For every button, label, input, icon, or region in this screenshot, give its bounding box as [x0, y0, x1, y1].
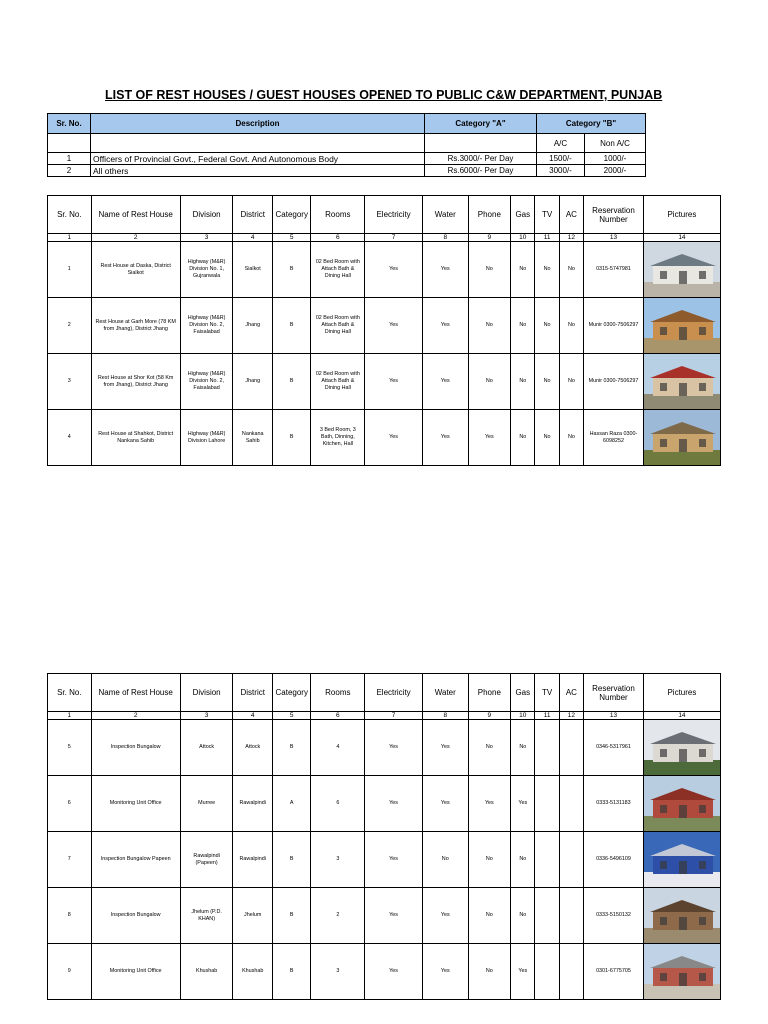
rest-house-photo — [644, 720, 720, 775]
reservation-cell: Hassan Raza 0300-6098252 — [584, 410, 644, 466]
water-cell: Yes — [422, 776, 468, 832]
ac-cell — [559, 888, 583, 944]
category-cell: B — [272, 298, 311, 354]
division-cell: Murree — [180, 776, 233, 832]
category-cell: B — [272, 944, 311, 1000]
electricity-cell: Yes — [365, 888, 423, 944]
electricity-cell: Yes — [365, 242, 423, 298]
water-cell: Yes — [422, 720, 468, 776]
column-number-sr-no: 1 — [48, 234, 92, 242]
district-cell: Rawalpindi — [233, 776, 273, 832]
division-cell: Khushab — [180, 944, 233, 1000]
name-cell: Monitoring Unit Office — [91, 776, 180, 832]
pictures-cell — [643, 242, 720, 298]
header-category-b: Category "B" — [537, 114, 646, 134]
pictures-cell — [643, 720, 720, 776]
building-photo-icon — [644, 298, 720, 353]
header-ac: AC — [559, 674, 583, 712]
phone-cell: No — [468, 832, 511, 888]
gas-cell: No — [511, 888, 535, 944]
rooms-cell: 4 — [311, 720, 365, 776]
sr-no-cell: 8 — [48, 888, 92, 944]
name-cell: Inspection Bungalow Papeen — [91, 832, 180, 888]
phone-cell: No — [468, 888, 511, 944]
rooms-cell: 6 — [311, 776, 365, 832]
division-cell: Highway (M&R) Division No. 1, Gujranwala — [180, 242, 233, 298]
sr-no-cell: 6 — [48, 776, 92, 832]
electricity-cell: Yes — [365, 832, 423, 888]
column-number-rooms: 6 — [311, 712, 365, 720]
district-cell: Sialkot — [233, 242, 273, 298]
category-cell: B — [272, 720, 311, 776]
division-cell: Jhelum (P.D. KHAN) — [180, 888, 233, 944]
tariff-table — [47, 113, 646, 177]
header-division: Division — [180, 196, 233, 234]
gas-cell: No — [511, 242, 535, 298]
water-cell: Yes — [422, 298, 468, 354]
column-number-division: 3 — [180, 712, 233, 720]
header-sr-no: Sr. No. — [48, 196, 92, 234]
name-cell: Inspection Bungalow — [91, 888, 180, 944]
header-water: Water — [422, 674, 468, 712]
header-gas: Gas — [511, 674, 535, 712]
header-sr-no: Sr. No. — [48, 674, 92, 712]
tv-cell: No — [535, 298, 559, 354]
gas-cell: No — [511, 832, 535, 888]
building-photo-icon — [644, 410, 720, 465]
rest-house-photo — [644, 410, 720, 465]
table-row — [48, 410, 721, 466]
sr-cell: 1 — [48, 153, 91, 165]
water-cell: Yes — [422, 888, 468, 944]
header-rooms: Rooms — [311, 674, 365, 712]
reservation-cell: 0346-5317961 — [584, 720, 644, 776]
column-number-name: 2 — [91, 234, 180, 242]
tv-cell: No — [535, 242, 559, 298]
electricity-cell: Yes — [365, 354, 423, 410]
column-number-electricity: 7 — [365, 234, 423, 242]
reservation-cell: 0336-5496109 — [584, 832, 644, 888]
building-photo-icon — [644, 720, 720, 775]
rooms-cell: 02 Bed Room with Attach Bath & Dining Hall — [311, 298, 365, 354]
phone-cell: No — [468, 298, 511, 354]
header-category: Category — [272, 674, 311, 712]
header-non-ac: Non A/C — [585, 134, 646, 153]
column-number-category: 5 — [272, 234, 311, 242]
header-electricity: Electricity — [365, 674, 423, 712]
header-electricity: Electricity — [365, 196, 423, 234]
rooms-cell: 3 — [311, 832, 365, 888]
building-photo-icon — [644, 888, 720, 943]
name-cell: Rest House at Shahkot, District Nankana Sahib — [91, 410, 180, 466]
category-cell: B — [272, 832, 311, 888]
column-number-phone: 9 — [468, 712, 511, 720]
name-cell: Rest House at Garh More (78 KM from Jhang), District Jhang — [91, 298, 180, 354]
column-number-reservation: 13 — [584, 712, 644, 720]
phone-cell: Yes — [468, 776, 511, 832]
column-number-water: 8 — [422, 712, 468, 720]
electricity-cell: Yes — [365, 298, 423, 354]
district-cell: Jhang — [233, 298, 273, 354]
table-row — [48, 354, 721, 410]
header-sr-no: Sr. No. — [48, 114, 91, 134]
header-reservation: Reservation Number — [584, 196, 644, 234]
header-district: District — [233, 674, 273, 712]
district-cell: Jhang — [233, 354, 273, 410]
column-number-tv: 11 — [535, 712, 559, 720]
ac-cell: No — [559, 242, 583, 298]
category-a-cell: Rs.6000/- Per Day — [425, 165, 537, 177]
header-category-a: Category "A" — [425, 114, 537, 134]
category-cell: B — [272, 242, 311, 298]
ac-cell — [559, 944, 583, 1000]
column-number-ac: 12 — [559, 234, 583, 242]
electricity-cell: Yes — [365, 720, 423, 776]
header-pictures: Pictures — [643, 674, 720, 712]
building-photo-icon — [644, 242, 720, 297]
ac-cell: 1500/- — [537, 153, 585, 165]
sr-no-cell: 9 — [48, 944, 92, 1000]
column-number-category: 5 — [272, 712, 311, 720]
non-ac-cell: 2000/- — [585, 165, 646, 177]
table-row — [48, 298, 721, 354]
column-number-district: 4 — [233, 234, 273, 242]
ac-cell — [559, 776, 583, 832]
water-cell: Yes — [422, 242, 468, 298]
gas-cell: No — [511, 354, 535, 410]
division-cell: Highway (M&R) Division No. 2, Faisalabad — [180, 354, 233, 410]
district-cell: Rawalpindi — [233, 832, 273, 888]
pictures-cell — [643, 776, 720, 832]
phone-cell: No — [468, 354, 511, 410]
column-number-phone: 9 — [468, 234, 511, 242]
building-photo-icon — [644, 832, 720, 887]
reservation-cell: 0315-5747981 — [584, 242, 644, 298]
sr-no-cell: 2 — [48, 298, 92, 354]
category-cell: A — [272, 776, 311, 832]
rest-house-table-2 — [47, 673, 721, 1000]
header-reservation: Reservation Number — [584, 674, 644, 712]
tv-cell: No — [535, 410, 559, 466]
column-number-ac: 12 — [559, 712, 583, 720]
header-district: District — [233, 196, 273, 234]
pictures-cell — [643, 888, 720, 944]
sr-no-cell: 4 — [48, 410, 92, 466]
division-cell: Highway (M&R) Division Lahore — [180, 410, 233, 466]
water-cell: Yes — [422, 410, 468, 466]
electricity-cell: Yes — [365, 410, 423, 466]
column-number-rooms: 6 — [311, 234, 365, 242]
gas-cell: Yes — [511, 776, 535, 832]
name-cell: Inspection Bungalow — [91, 720, 180, 776]
pictures-cell — [643, 410, 720, 466]
header-pictures: Pictures — [643, 196, 720, 234]
rooms-cell: 3 Bed Room, 3 Bath, Dinning, Kitchen, Hall — [311, 410, 365, 466]
column-number-division: 3 — [180, 234, 233, 242]
column-number-pictures: 14 — [643, 712, 720, 720]
tv-cell — [535, 888, 559, 944]
water-cell: Yes — [422, 354, 468, 410]
header-gas: Gas — [511, 196, 535, 234]
tv-cell — [535, 944, 559, 1000]
pictures-cell — [643, 354, 720, 410]
division-cell: Rawalpindi (Papeen) — [180, 832, 233, 888]
column-number-reservation: 13 — [584, 234, 644, 242]
blank-cell — [425, 134, 537, 153]
sr-no-cell: 7 — [48, 832, 92, 888]
rest-house-photo — [644, 298, 720, 353]
gas-cell: No — [511, 720, 535, 776]
table-row — [48, 720, 721, 776]
column-number-tv: 11 — [535, 234, 559, 242]
reservation-cell: Munir 0300-7506297 — [584, 354, 644, 410]
column-number-district: 4 — [233, 712, 273, 720]
phone-cell: No — [468, 720, 511, 776]
blank-cell — [91, 134, 425, 153]
table-row — [48, 776, 721, 832]
rooms-cell: 02 Bed Room with Attach Bath & Dining Hall — [311, 354, 365, 410]
gas-cell: No — [511, 410, 535, 466]
ac-cell: 3000/- — [537, 165, 585, 177]
tv-cell — [535, 776, 559, 832]
district-cell: Nankana Sahib — [233, 410, 273, 466]
header-category: Category — [272, 196, 311, 234]
water-cell: Yes — [422, 944, 468, 1000]
gas-cell: Yes — [511, 944, 535, 1000]
name-cell: Rest House at Daska, District Sialkot — [91, 242, 180, 298]
header-description: Description — [91, 114, 425, 134]
column-number-gas: 10 — [511, 234, 535, 242]
building-photo-icon — [644, 944, 720, 999]
division-cell: Highway (M&R) Division No. 2, Faisalabad — [180, 298, 233, 354]
phone-cell: No — [468, 944, 511, 1000]
tv-cell — [535, 832, 559, 888]
rest-house-photo — [644, 944, 720, 999]
description-cell: All others — [91, 165, 425, 177]
header-division: Division — [180, 674, 233, 712]
header-phone: Phone — [468, 196, 511, 234]
tariff-row — [48, 153, 646, 165]
building-photo-icon — [644, 776, 720, 831]
rest-house-table-1 — [47, 195, 721, 466]
category-cell: B — [272, 354, 311, 410]
sr-no-cell: 1 — [48, 242, 92, 298]
reservation-cell: 0333-5150132 — [584, 888, 644, 944]
table-row — [48, 888, 721, 944]
page-title: LIST OF REST HOUSES / GUEST HOUSES OPENED TO PUBLIC C&W DEPARTMENT, PUNJAB — [105, 88, 663, 102]
header-ac: A/C — [537, 134, 585, 153]
header-tv: TV — [535, 674, 559, 712]
column-number-electricity: 7 — [365, 712, 423, 720]
column-number-name: 2 — [91, 712, 180, 720]
district-cell: Khushab — [233, 944, 273, 1000]
category-cell: B — [272, 888, 311, 944]
header-rooms: Rooms — [311, 196, 365, 234]
rooms-cell: 2 — [311, 888, 365, 944]
column-number-water: 8 — [422, 234, 468, 242]
phone-cell: Yes — [468, 410, 511, 466]
water-cell: No — [422, 832, 468, 888]
pictures-cell — [643, 298, 720, 354]
ac-cell — [559, 720, 583, 776]
pictures-cell — [643, 832, 720, 888]
rest-house-photo — [644, 776, 720, 831]
column-number-gas: 10 — [511, 712, 535, 720]
gas-cell: No — [511, 298, 535, 354]
blank-cell — [48, 134, 91, 153]
electricity-cell: Yes — [365, 944, 423, 1000]
tv-cell — [535, 720, 559, 776]
category-cell: B — [272, 410, 311, 466]
category-a-cell: Rs.3000/- Per Day — [425, 153, 537, 165]
building-photo-icon — [644, 354, 720, 409]
ac-cell — [559, 832, 583, 888]
ac-cell: No — [559, 410, 583, 466]
column-number-pictures: 14 — [643, 234, 720, 242]
district-cell: Attock — [233, 720, 273, 776]
header-name: Name of Rest House — [91, 674, 180, 712]
sr-no-cell: 5 — [48, 720, 92, 776]
rest-house-photo — [644, 354, 720, 409]
ac-cell: No — [559, 354, 583, 410]
header-name: Name of Rest House — [91, 196, 180, 234]
phone-cell: No — [468, 242, 511, 298]
tariff-row — [48, 165, 646, 177]
rest-house-photo — [644, 832, 720, 887]
description-cell: Officers of Provincial Govt., Federal Govt. And Autonomous Body — [91, 153, 425, 165]
rooms-cell: 02 Bed Room with Attach Bath & Dining Hall — [311, 242, 365, 298]
header-phone: Phone — [468, 674, 511, 712]
rest-house-photo — [644, 888, 720, 943]
table-row — [48, 832, 721, 888]
sr-no-cell: 3 — [48, 354, 92, 410]
column-number-sr-no: 1 — [48, 712, 92, 720]
reservation-cell: 0333-5131183 — [584, 776, 644, 832]
reservation-cell: 0301-6775705 — [584, 944, 644, 1000]
header-ac: AC — [559, 196, 583, 234]
pictures-cell — [643, 944, 720, 1000]
sr-cell: 2 — [48, 165, 91, 177]
header-water: Water — [422, 196, 468, 234]
rooms-cell: 3 — [311, 944, 365, 1000]
division-cell: Attock — [180, 720, 233, 776]
district-cell: Jhelum — [233, 888, 273, 944]
rest-house-photo — [644, 242, 720, 297]
tv-cell: No — [535, 354, 559, 410]
reservation-cell: Munir 0300-7506297 — [584, 298, 644, 354]
table-row — [48, 242, 721, 298]
table-row — [48, 944, 721, 1000]
header-tv: TV — [535, 196, 559, 234]
name-cell: Rest House at Shor Kot (58 Km from Jhang), District Jhang — [91, 354, 180, 410]
name-cell: Monitoring Unit Office — [91, 944, 180, 1000]
ac-cell: No — [559, 298, 583, 354]
electricity-cell: Yes — [365, 776, 423, 832]
non-ac-cell: 1000/- — [585, 153, 646, 165]
